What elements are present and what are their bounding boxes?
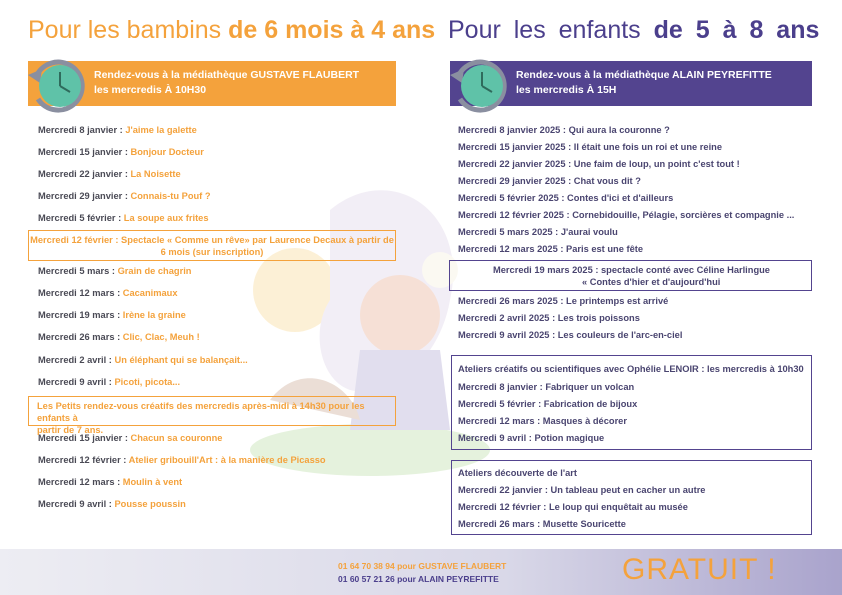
list-item: Mercredi 26 mars 2025 : Le printemps est arrivé: [458, 296, 669, 306]
list-item: Mercredi 12 février 2025 : Cornebidouille, Pélagie, sorcières et compagnie ...: [458, 210, 795, 220]
left-title-age: de 6 mois à 4 ans: [228, 16, 436, 44]
right-banner: [450, 61, 812, 106]
list-item: Mercredi 8 janvier 2025 : Qui aura la couronne ?: [458, 125, 670, 135]
list-item: Mercredi 5 mars : Grain de chagrin: [38, 266, 192, 276]
list-item: Mercredi 26 mars : Musette Souricette: [458, 519, 626, 529]
gratuit-label: GRATUIT !: [622, 553, 777, 586]
phone-flaubert: 01 64 70 38 94 pour GUSTAVE FLAUBERT: [338, 561, 507, 571]
list-item: Mercredi 9 avril : Picoti, picota...: [38, 377, 181, 387]
left-banner-line2: les mercredis À 10H30: [94, 84, 207, 96]
list-item: Mercredi 26 mars : Clic, Clac, Meuh !: [38, 332, 200, 342]
footer: [0, 549, 842, 595]
phone-peyrefitte: 01 60 57 21 26 pour ALAIN PEYREFITTE: [338, 574, 499, 584]
spectacle-conte-line2: « Contes d'hier et d'aujourd'hui: [582, 277, 721, 287]
right-title: [448, 16, 819, 45]
list-item: Mercredi 22 janvier : La Noisette: [38, 169, 181, 179]
spectacle-line1: Mercredi 12 février : Spectacle « Comme un rêve» par Laurence Decaux à partir de: [30, 235, 394, 245]
list-item: Mercredi 12 mars : Masques à décorer: [458, 416, 627, 426]
list-item: Mercredi 12 mars : Moulin à vent: [38, 477, 183, 487]
list-item: Mercredi 15 janvier : Bonjour Docteur: [38, 147, 204, 157]
left-title: [28, 16, 435, 45]
right-title-age: de 5 à 8 ans: [653, 16, 820, 44]
list-item: Mercredi 9 avril 2025 : Les couleurs de l'arc-en-ciel: [458, 330, 683, 340]
list-item: Mercredi 19 mars : Irène la graine: [38, 310, 186, 320]
list-item: Mercredi 2 avril 2025 : Les trois poissons: [458, 313, 640, 323]
list-item: Mercredi 22 janvier : Un tableau peut en cacher un autre: [458, 485, 706, 495]
clock-icon: [448, 55, 510, 117]
clock-icon: [26, 55, 88, 117]
list-item: Mercredi 12 mars 2025 : Paris est une fête: [458, 244, 644, 254]
ateliers-creatifs-heading: Ateliers créatifs ou scientifiques avec Ophélie LENOIR : les mercredis à 10h30: [458, 364, 804, 374]
list-item: Mercredi 5 février : Fabrication de bijoux: [458, 399, 638, 409]
ateliers-art-box: [451, 460, 812, 535]
right-banner-line2: les mercredis À 15H: [516, 84, 617, 96]
list-item: Mercredi 22 janvier 2025 : Une faim de loup, un point c'est tout !: [458, 159, 740, 169]
list-item: Mercredi 15 janvier : Chacun sa couronne: [38, 433, 223, 443]
ateliers-creatifs-box: [451, 355, 812, 450]
list-item: Mercredi 8 janvier : Fabriquer un volcan: [458, 382, 635, 392]
ateliers-notice-line1: Les Petits rendez-vous créatifs des mercredis après-midi à 14h30 pour les enfants à: [37, 401, 365, 423]
ateliers-notice-line2: partir de 7 ans.: [37, 425, 104, 435]
spectacle-conte-notice: [449, 260, 812, 291]
right-banner-line1: Rendez-vous à la médiathèque ALAIN PEYREFITTE: [516, 69, 772, 81]
spectacle-notice: [28, 230, 396, 261]
spectacle-conte-line1: Mercredi 19 mars 2025 : spectacle conté avec Céline Harlingue: [493, 265, 770, 275]
list-item: Mercredi 2 avril : Un éléphant qui se balançait...: [38, 355, 248, 365]
list-item: Mercredi 29 janvier : Connais-tu Pouf ?: [38, 191, 211, 201]
ateliers-art-heading: Ateliers découverte de l'art: [458, 468, 577, 478]
list-item: Mercredi 9 avril : Potion magique: [458, 433, 605, 443]
spectacle-line2: 6 mois (sur inscription): [160, 247, 264, 257]
list-item: Mercredi 12 février : Le loup qui enquêtait au musée: [458, 502, 688, 512]
list-item: Mercredi 12 mars : Cacanimaux: [38, 288, 178, 298]
list-item: Mercredi 5 février : La soupe aux frites: [38, 213, 209, 223]
left-title-pre: Pour les bambins: [28, 16, 229, 44]
left-banner: [28, 61, 396, 106]
right-title-pre: Pour les enfants: [448, 16, 654, 44]
ateliers-notice: [28, 396, 396, 435]
list-item: Mercredi 12 février : Atelier gribouill'Art : à la manière de Picasso: [38, 455, 326, 465]
list-item: Mercredi 5 février 2025 : Contes d'ici et d'ailleurs: [458, 193, 674, 203]
list-item: Mercredi 15 janvier 2025 : Il était une fois un roi et une reine: [458, 142, 723, 152]
list-item: Mercredi 9 avril : Pousse poussin: [38, 499, 186, 509]
list-item: Mercredi 5 mars 2025 : J'aurai voulu: [458, 227, 618, 237]
left-banner-line1: Rendez-vous à la médiathèque GUSTAVE FLAUBERT: [94, 69, 360, 81]
list-item: Mercredi 29 janvier 2025 : Chat vous dit ?: [458, 176, 641, 186]
list-item: Mercredi 8 janvier : J'aime la galette: [38, 125, 197, 135]
